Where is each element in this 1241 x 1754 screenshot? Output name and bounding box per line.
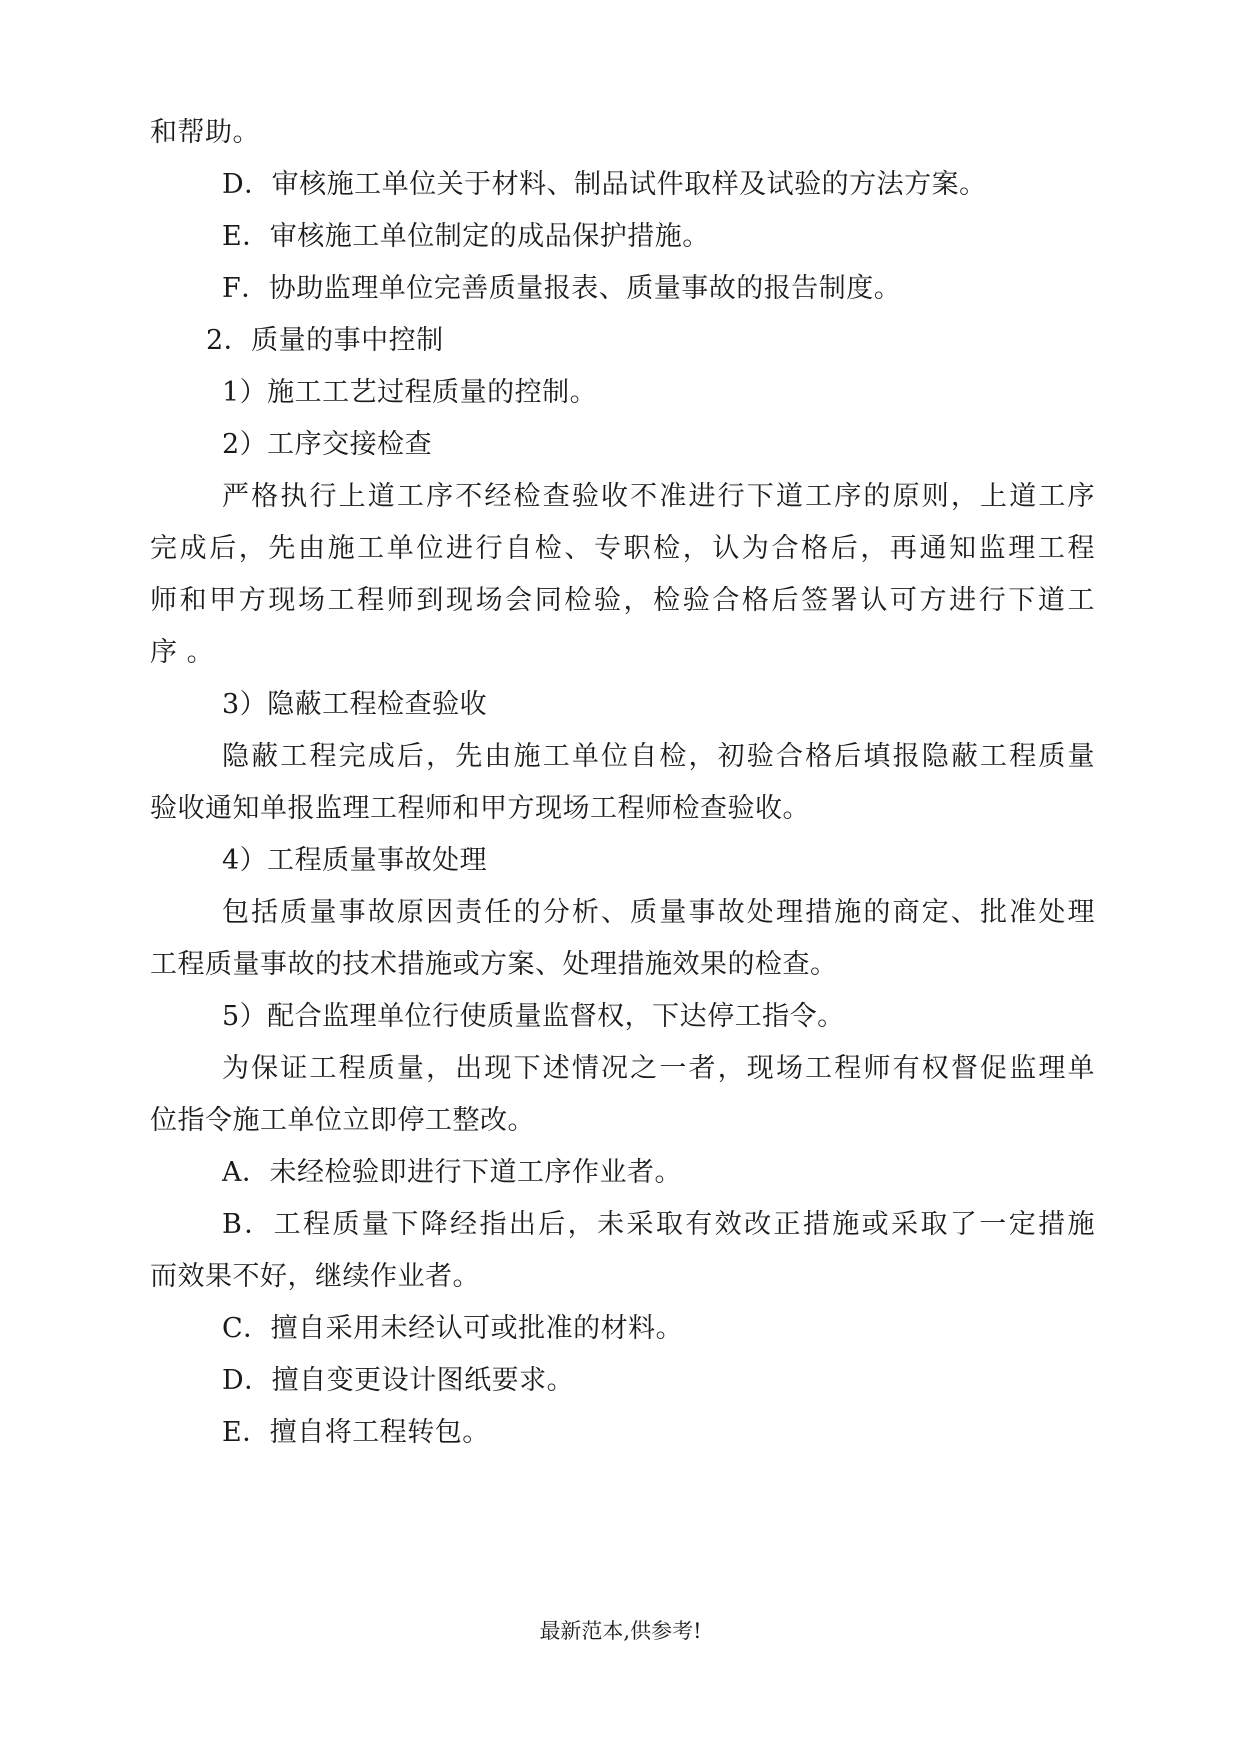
subheading-2: 2）工序交接检查 [222, 429, 433, 460]
subheading-5: 5）配合监理单位行使质量监督权，下达停工指令。 [222, 1001, 845, 1032]
list-item-d2: D．擅自变更设计图纸要求。 [222, 1365, 575, 1396]
subheading-3: 3）隐蔽工程检查验收 [222, 689, 488, 720]
paragraph-line: 位指令施工单位立即停工整改。 [150, 1105, 535, 1136]
list-item-e: E．审核施工单位制定的成品保护措施。 [222, 221, 710, 252]
subheading-4: 4）工程质量事故处理 [222, 845, 488, 876]
paragraph-line: 序 。 [150, 637, 215, 668]
subheading-1: 1）施工工艺过程质量的控制。 [222, 377, 598, 408]
list-item-b: B．工程质量下降经指出后，未采取有效改正措施或采取了一定措施 [222, 1209, 1095, 1240]
list-item-b-continuation: 而效果不好，继续作业者。 [150, 1261, 480, 1292]
paragraph-line: 验收通知单报监理工程师和甲方现场工程师检查验收。 [150, 793, 810, 824]
paragraph-line: 师和甲方现场工程师到现场会同检验，检验合格后签署认可方进行下道工 [150, 585, 1095, 616]
list-item-c: C．擅自采用未经认可或批准的材料。 [222, 1313, 684, 1344]
list-item-d: D．审核施工单位关于材料、制品试件取样及试验的方法方案。 [222, 169, 987, 200]
list-item-e2: E．擅自将工程转包。 [222, 1417, 490, 1448]
paragraph-continuation: 和帮助。 [150, 117, 260, 148]
list-item-a: A．未经检验即进行下道工序作业者。 [222, 1157, 682, 1188]
section-heading: 2．质量的事中控制 [206, 325, 444, 356]
paragraph-line: 包括质量事故原因责任的分析、质量事故处理措施的商定、批准处理 [222, 897, 1095, 928]
paragraph-line: 完成后，先由施工单位进行自检、专职检，认为合格后，再通知监理工程 [150, 533, 1095, 564]
list-item-f: F．协助监理单位完善质量报表、质量事故的报告制度。 [222, 273, 902, 304]
paragraph-line: 隐蔽工程完成后，先由施工单位自检，初验合格后填报隐蔽工程质量 [222, 741, 1095, 772]
paragraph-line: 严格执行上道工序不经检查验收不准进行下道工序的原则，上道工序 [222, 481, 1095, 512]
page-footer: 最新范本,供参考! [539, 1619, 702, 1643]
paragraph-line: 工程质量事故的技术措施或方案、处理措施效果的检查。 [150, 949, 838, 980]
paragraph-line: 为保证工程质量，出现下述情况之一者，现场工程师有权督促监理单 [222, 1053, 1095, 1084]
